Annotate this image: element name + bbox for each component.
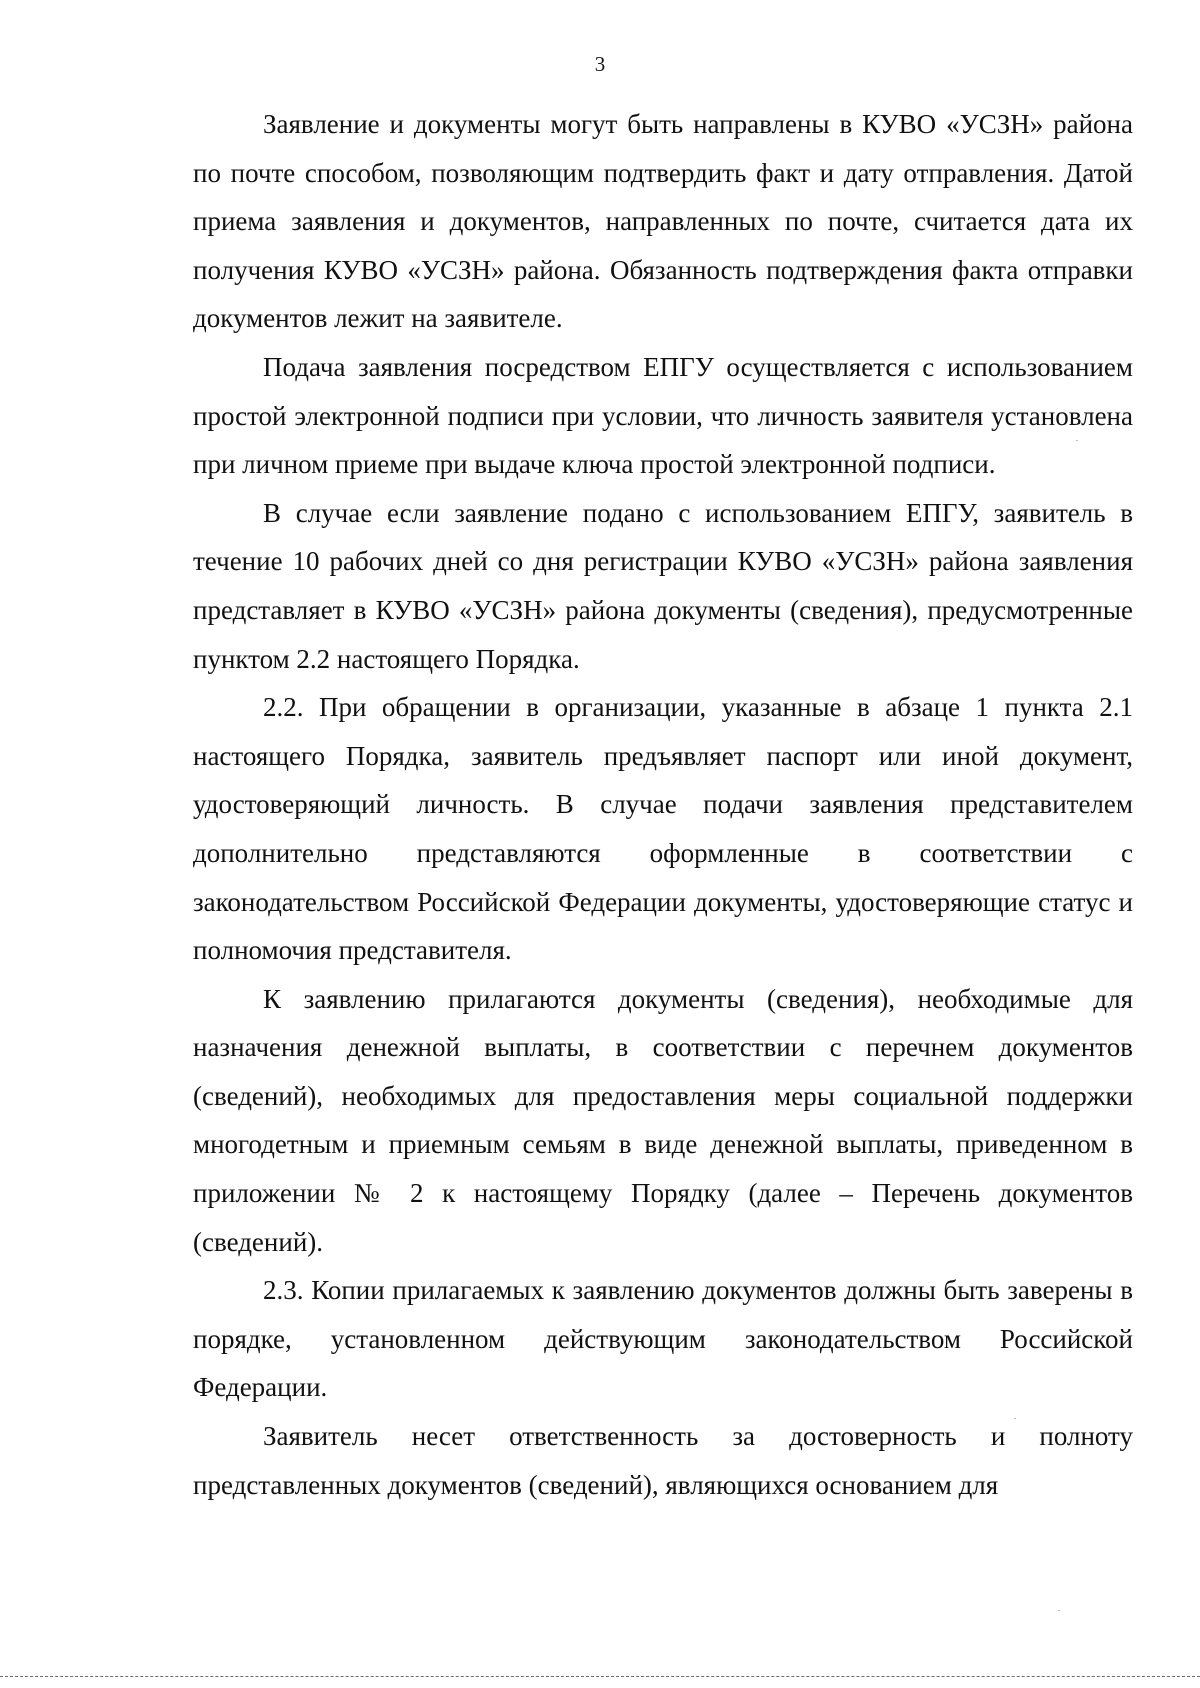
scan-speck — [1076, 440, 1078, 441]
paragraph-postal-submission: Заявление и документы могут быть направлены в КУВО «УСЗН» района по почте способом, позволяющим подтвердить факт и дату отправления. Датой приема заявления и документов, направленных по почте, считается дата их получения КУВО «УСЗН» района. Обязанность подтверждения факта отправки документов лежит на заявителе. — [193, 109, 1133, 334]
paragraph-2-3: 2.3. Копии прилагаемых к заявлению документов должны быть заверены в порядке, установленном действующим законодательством Российской Федерации. — [193, 1275, 1133, 1403]
scan-speck — [1014, 1418, 1016, 1419]
paragraph-epgu-documents: В случае если заявление подано с использованием ЕПГУ, заявитель в течение 10 рабочих дней со дня регистрации КУВО «УСЗН» района заявления представляет в КУВО «УСЗН» района документы (сведения), предусмотренные пунктом 2.2 настоящего Порядка. — [193, 497, 1133, 674]
paragraph-2-2: 2.2. При обращении в организации, указанные в абзаце 1 пункта 2.1 настоящего Порядка, заявитель предъявляет паспорт или иной документ, удостоверяющий личность. В случае подачи заявления представителем дополнительно представляются оформленные в соответствии с законодательством Российской Федерации документы, удостоверяющие статус и полномочия представителя. — [193, 692, 1133, 966]
page-number: 3 — [594, 52, 606, 76]
paragraph-responsibility: Заявитель несет ответственность за достоверность и полноту представленных документов (сведений), являющихся основанием для — [193, 1421, 1133, 1500]
document-body — [193, 100, 1133, 1509]
scan-bottom-edge — [0, 1676, 1200, 1677]
scan-speck — [1058, 1610, 1060, 1611]
paragraph-epgu-signature: Подача заявления посредством ЕПГУ осуществляется с использованием простой электронной подписи при условии, что личность заявителя установлена при личном приеме при выдаче ключа простой электронной подписи. — [193, 351, 1133, 480]
paragraph-attached-documents: К заявлению прилагаются документы (сведения), необходимые для назначения денежной выплаты, в соответствии с перечнем документов (сведений), необходимых для предоставления меры социальной поддержки многодетным и приемным семьям в виде денежной выплаты, приведенном в приложении № 2 к настоящему Порядку (далее – Перечень документов (сведений). — [193, 983, 1133, 1257]
